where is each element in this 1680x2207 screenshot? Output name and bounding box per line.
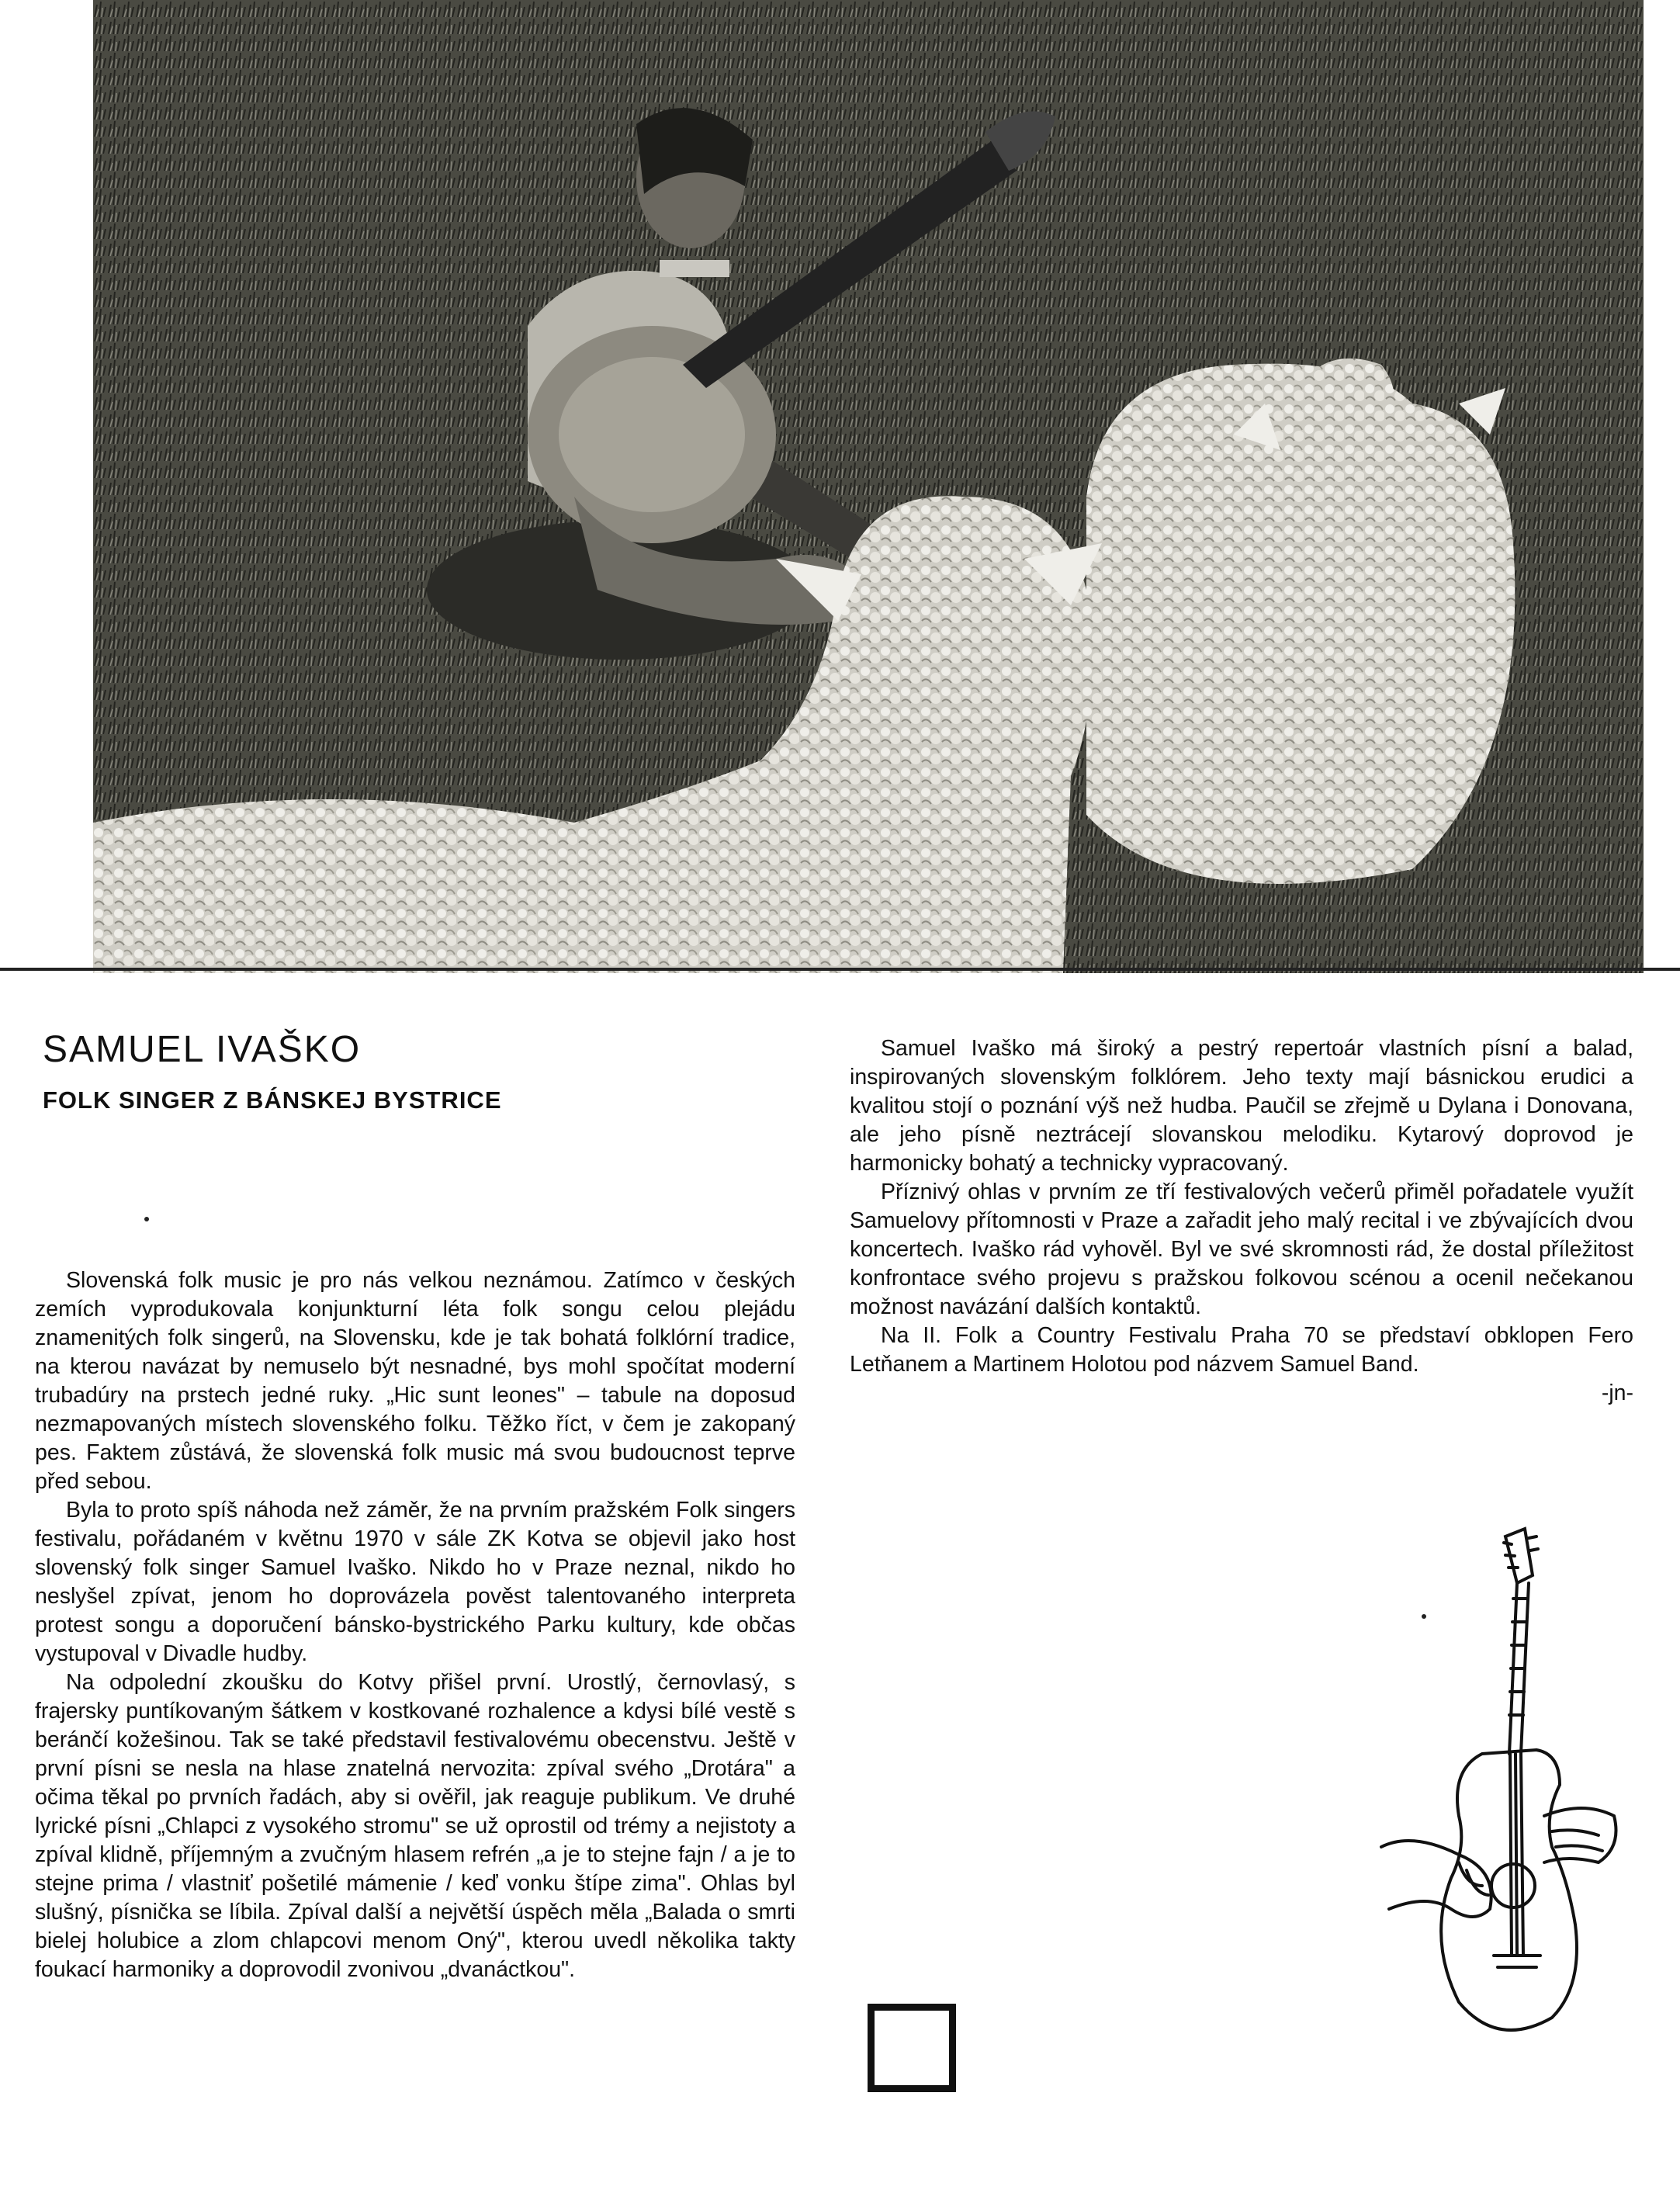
paragraph: Slovenská folk music je pro nás velkou neznámou. Zatímco v českých zemích vyprodukovala konjunkturní léta folk songu celou plejádu znamenitých folk singerů, na Slovensku, kde je tak bohatá folklórní tradice, na kterou navázat by nemuselo být nesnadné, bys mohl spočítat moderní trubadúry na prstech jedné ruky. „Hic sunt leones" – tabule na doposud nezmapovaných místech slovenského folku. Těžko říct, v čem je zakopaný pes. Faktem zůstává, že slovenská folk music má svou budoucnost teprve před sebou.	[35, 1268, 795, 1494]
article-photo	[93, 0, 1644, 973]
article-title: SAMUEL IVAŠKO	[43, 1029, 362, 1070]
article-column-left	[35, 1266, 795, 1984]
section-divider	[0, 968, 1680, 971]
paragraph: Byla to proto spíš náhoda než záměr, že na prvním pražském Folk singers festivalu, pořádaném v květnu 1970 v sále ZK Kotva se objevil jako host slovenský folk singer Samuel Ivaško. Nikdo ho v Praze neznal, nikdo ho neslyšel zpívat, jenom ho doprovázela pověst talentovaného interpreta protest songu a doporučení bánsko-bystrického Parku kultury, kde občas vystupoval v Divadle hudby.	[35, 1498, 795, 1666]
paragraph: Na odpolední zkoušku do Kotvy přišel první. Urostlý, černovlasý, s frajersky puntíkovaným šátkem v kostkované rozhalence a kdysi bílé vestě s beránčí kožešinou. Tak se také představil festivalovému obecenstvu. Ještě v první písni se nesla na hlase znatelná nervozita: zpíval svého „Drotára" a očima těkal po prvních řadách, aby si ověřil, jak reaguje publikum. Ve druhé lyrické písni „Chlapci z vysokého stromu" se už oprostil od trémy a nejistoty a zpíval klidně, příjemným a zvučným hlasem refrén „a je to stejne fajn / a je to stejne prima / vlastniť pošetilé mámenie / keď vonku štípe zima". Ohlas byl slušný, písnička se líbila. Zpíval další a největší úspěch měla „Balada o smrti bielej holubice a zlom chlapcovi menom Oný", kterou uvedl několika takty foukací harmoniky a doprovodil zvonivou „dvanáctkou".	[35, 1670, 795, 1982]
paragraph: Samuel Ivaško má široký a pestrý repertoár vlastních písní a balad, inspirovaných slovenským folklórem. Jeho texty mají básnickou erudici a kvalitou stojí o poznání výš než hudba. Paučil se zřejmě u Dylana i Donovana, ale jeho písně neztrácejí slovanskou melodiku. Kytarový doprovod je harmonicky bohatý a technicky vypracovaný.	[850, 1036, 1633, 1176]
guitar-drawing-icon	[1366, 1521, 1622, 2064]
scan-speck	[144, 1217, 149, 1221]
article-subtitle: FOLK SINGER Z BÁNSKEJ BYSTRICE	[43, 1086, 502, 1114]
guitar-illustration	[1366, 1521, 1622, 2064]
paragraph: Na II. Folk a Country Festivalu Praha 70 se představí obklopen Fero Letňanem a Martinem Holotou pod názvem Samuel Band.	[850, 1323, 1633, 1377]
article-column-right	[850, 1034, 1633, 1408]
author-signature: -jn-	[1601, 1381, 1633, 1405]
paragraph: Příznivý ohlas v prvním ze tří festivalových večerů přiměl pořadatele využít Samuelovy přítomnosti v Praze a zařadit jeho malý recital i ve zbývajících dvou koncertech. Ivaško rád vyhověl. Byl ve své skromnosti rád, že dostal příležitost konfrontace svého projevu s pražskou folkovou scénou a ocenil nečekanou možnost navázání dalších kontaktů.	[850, 1180, 1633, 1319]
photo-image	[93, 0, 1644, 973]
page-marker-square	[868, 2004, 956, 2092]
